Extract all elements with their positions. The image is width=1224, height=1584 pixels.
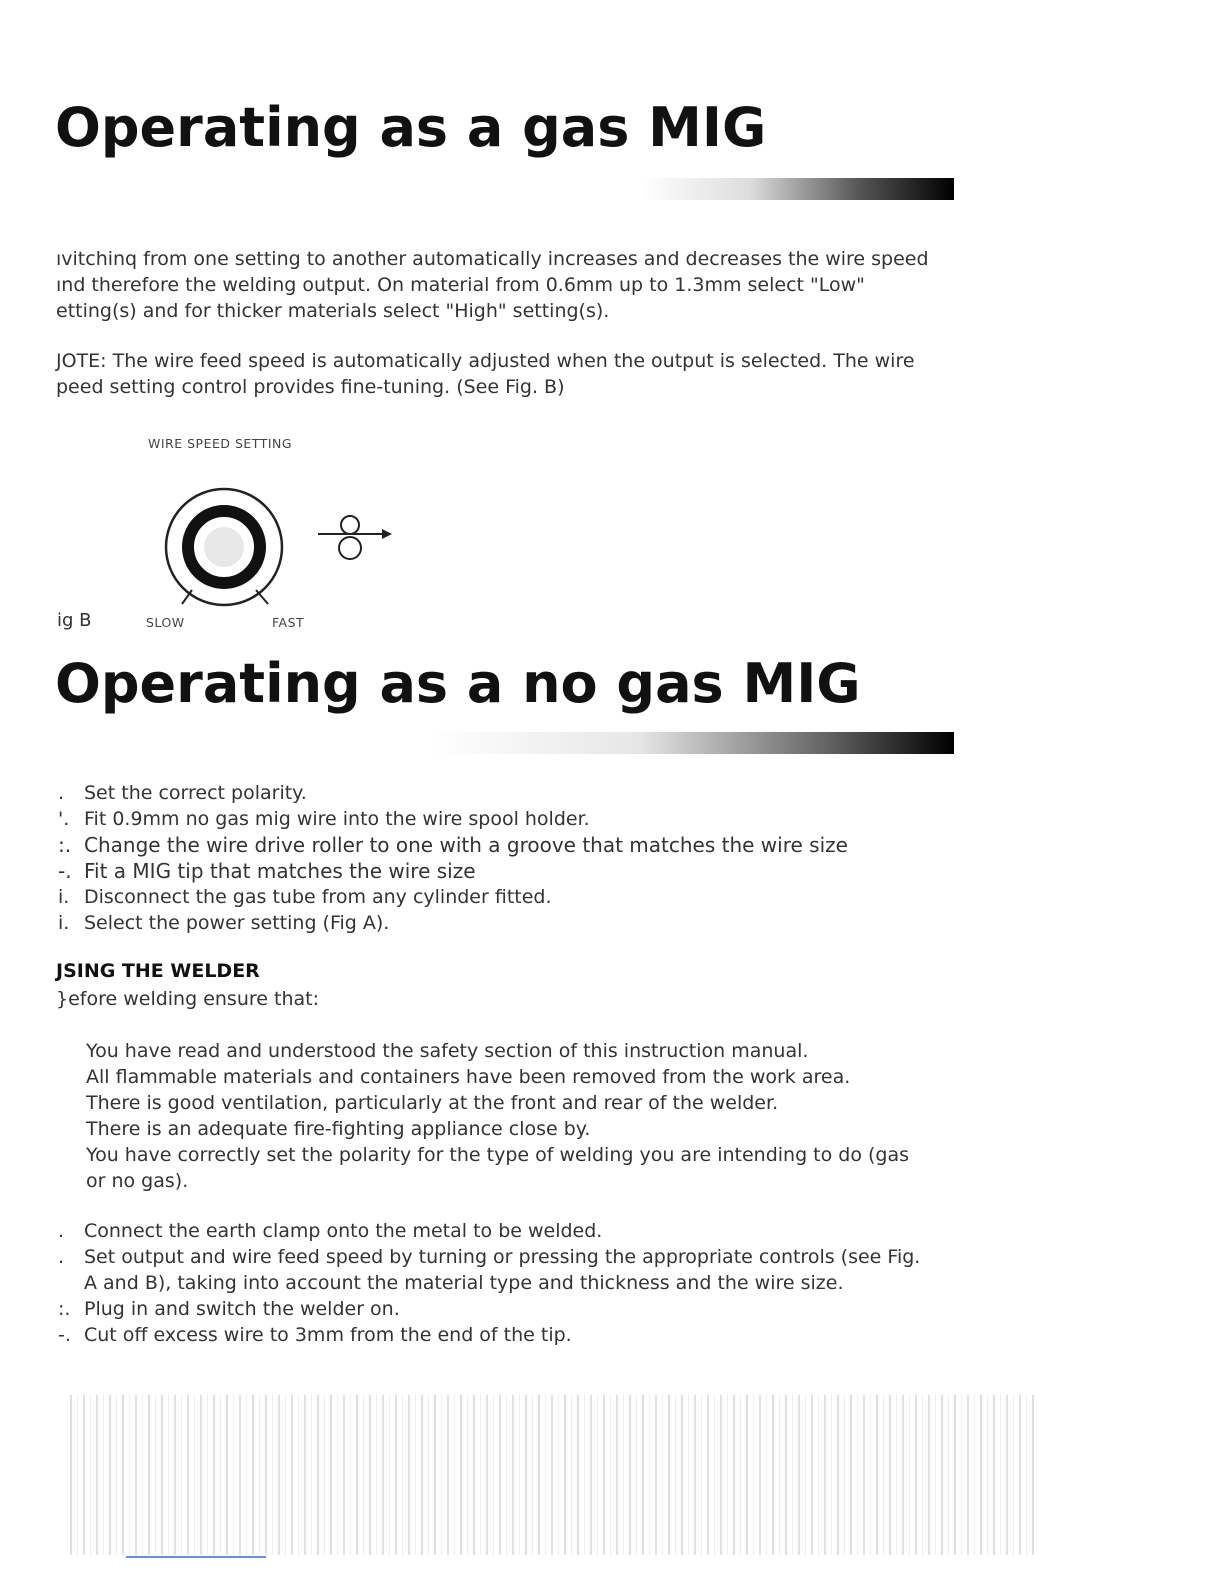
list-item: . Set the correct polarity.	[58, 782, 307, 804]
fast-label: FAST	[272, 615, 305, 630]
list-item: or no gas).	[86, 1170, 189, 1192]
note-line-1: JOTE: The wire feed speed is automatically adjusted when the output is selected. The wire	[56, 350, 915, 372]
list-item: :. Plug in and switch the welder on.	[58, 1298, 400, 1320]
slow-label: SLOW	[146, 615, 185, 630]
before-welding-intro: }efore welding ensure that:	[56, 988, 319, 1010]
list-item: All flammable materials and containers have been removed from the work area.	[86, 1066, 851, 1088]
list-item: You have read and understood the safety section of this instruction manual.	[86, 1040, 809, 1062]
list-item: -. Cut off excess wire to 3mm from the end of the tip.	[58, 1324, 572, 1346]
list-item: . Connect the earth clamp onto the metal to be welded.	[58, 1220, 603, 1242]
list-item: There is an adequate fire-fighting appliance close by.	[86, 1118, 591, 1140]
list-item: :. Change the wire drive roller to one with a groove that matches the wire size	[58, 833, 848, 857]
safety-checklist	[86, 1038, 909, 1194]
title-rule-1	[640, 178, 954, 200]
note-line-2: peed setting control provides fine-tuning. (See Fig. B)	[56, 376, 565, 398]
bottom-edge-line	[126, 1556, 266, 1558]
wire-speed-dial-figure	[150, 470, 410, 620]
list-item: A and B), taking into account the material type and thickness and the wire size.	[84, 1272, 844, 1294]
intro-line-2: ınd therefore the welding output. On material from 0.6mm up to 1.3mm select "Low"	[56, 274, 865, 296]
wire-feed-symbol-icon	[318, 516, 392, 559]
section-title-no-gas-mig: Operating as a no gas MIG	[55, 652, 861, 715]
list-item: You have correctly set the polarity for the type of welding you are intending to do (gas	[86, 1144, 910, 1166]
title-rule-2	[430, 732, 954, 754]
list-item: i. Disconnect the gas tube from any cylinder fitted.	[58, 886, 552, 908]
section-title-gas-mig: Operating as a gas MIG	[55, 96, 767, 159]
list-item: -. Fit a MIG tip that matches the wire size	[58, 859, 476, 883]
gradient-rule-1	[640, 178, 954, 200]
list-item: i. Select the power setting (Fig A).	[58, 912, 390, 934]
gradient-rule-2	[430, 732, 954, 754]
list-item: There is good ventilation, particularly at the front and rear of the welder.	[86, 1092, 779, 1114]
list-item: '. Fit 0.9mm no gas mig wire into the wire spool holder.	[58, 808, 590, 830]
setup-steps-list	[58, 780, 848, 936]
list-item: . Set output and wire feed speed by turning or pressing the appropriate controls (see Fig.	[58, 1246, 921, 1268]
note-paragraph	[56, 348, 915, 400]
intro-line-3: etting(s) and for thicker materials select "High" setting(s).	[56, 300, 610, 322]
intro-paragraph	[56, 246, 929, 324]
figure-label: ig B	[57, 610, 92, 631]
scan-noise-band	[70, 1395, 1035, 1555]
wire-speed-knob	[166, 489, 282, 605]
intro-line-1: ıvitchinq from one setting to another automatically increases and decreases the wire speed	[56, 248, 929, 270]
figure-caption: WIRE SPEED SETTING	[148, 436, 293, 451]
subheading-using-welder: JSING THE WELDER	[56, 960, 260, 982]
welding-steps-list	[58, 1218, 920, 1348]
